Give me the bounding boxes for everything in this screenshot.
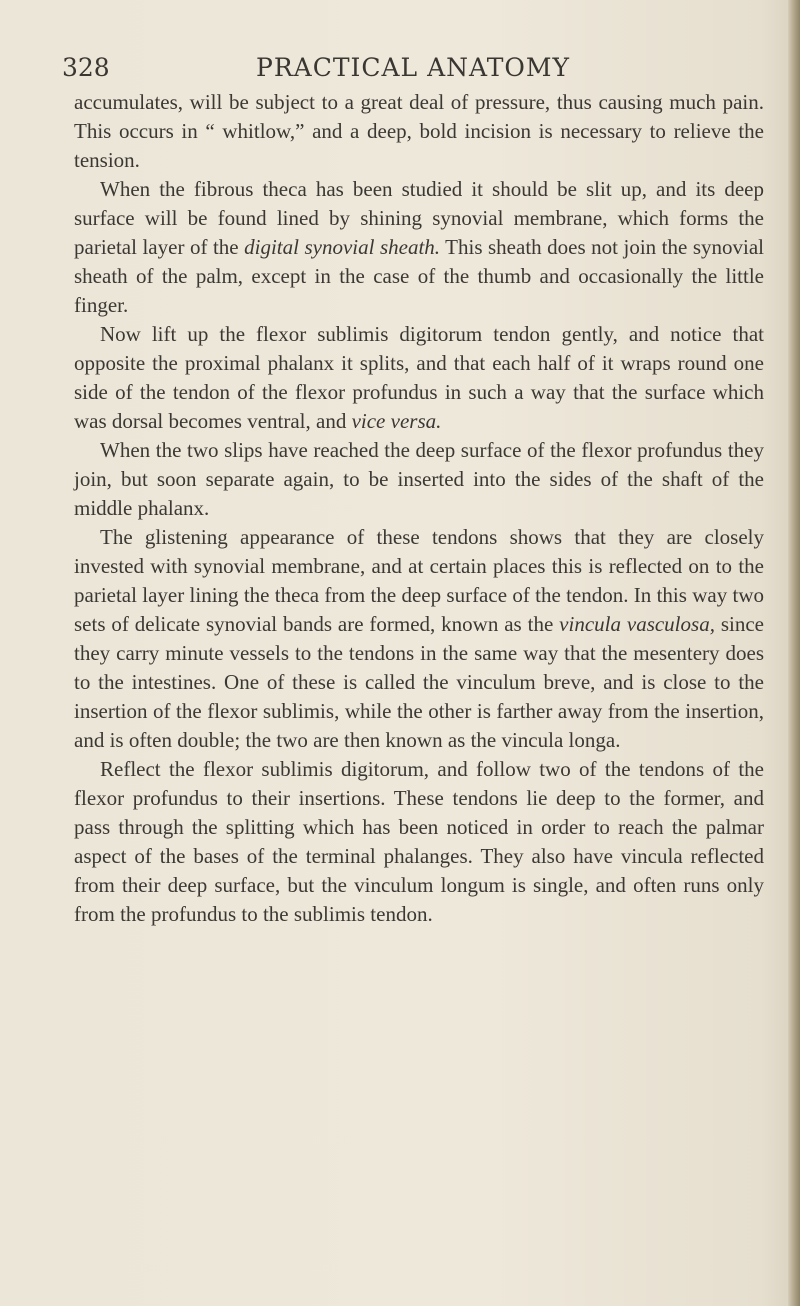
page-edge-shadow	[788, 0, 800, 1306]
paragraph-4	[74, 436, 764, 523]
text-run: When the fibrous theca has been studied it should be slit up, and its deep surface will be found lined by shining synovial membrane, which forms the parietal layer of the	[74, 177, 764, 259]
running-title: PRACTICAL ANATOMY	[256, 53, 570, 82]
paragraph-3	[74, 320, 764, 436]
paragraph-6	[74, 755, 764, 929]
paragraph-5	[74, 523, 764, 755]
text-run: Now lift up the flexor sublimis digitorum tendon gently, and notice that opposite the proximal phalanx it splits, and that each half of it wraps round one side of the tendon of the flexor profundus in such a way that the surface which was dorsal becomes ventral, and	[74, 322, 764, 433]
body-text	[74, 88, 764, 929]
paragraph-2	[74, 175, 764, 320]
italic-term-vice-versa: vice versa.	[351, 409, 442, 433]
text-run: The glistening appearance of these tendons shows that they are closely invested with synovial membrane, and at certain places this is reflected on to the parietal layer lining the theca from the deep surface of the tendon. In this way two sets of delicate synovial bands are formed, known as the	[74, 525, 764, 636]
text-run: since they carry minute vessels to the tendons in the same way that the mesentery does to the intestines. One of these is called the vinculum breve, and is close to the insertion of the flexor sublimis, while the other is farther away from the insertion, and is often double; the two are then known as the vincula longa.	[74, 612, 764, 752]
text-run: accumulates, will be subject to a great deal of pressure, thus causing much pain. This occurs in “ whitlow,” and a deep, bold incision is necessary to relieve the tension.	[74, 90, 764, 172]
paragraph-1	[74, 88, 764, 175]
page-header	[0, 48, 800, 88]
page-number: 328	[62, 53, 110, 82]
italic-term-digital-synovial-sheath: digital synovial sheath.	[244, 235, 441, 259]
text-run: This sheath does not join the synovial sheath of the palm, except in the case of the thumb and occasionally the little finger.	[74, 235, 764, 317]
italic-term-vincula-vasculosa: vincula vasculosa,	[559, 612, 715, 636]
text-run: Reflect the flexor sublimis digitorum, and follow two of the tendons of the flexor profundus to their insertions. These tendons lie deep to the former, and pass through the splitting which has been noticed in order to reach the palmar aspect of the bases of the terminal phalanges. They also have vincula reflected from their deep surface, but the vinculum longum is single, and often runs only from the profundus to the sublimis tendon.	[74, 757, 764, 926]
text-run: When the two slips have reached the deep surface of the flexor profundus they join, but soon separate again, to be inserted into the sides of the shaft of the middle phalanx.	[74, 438, 764, 520]
